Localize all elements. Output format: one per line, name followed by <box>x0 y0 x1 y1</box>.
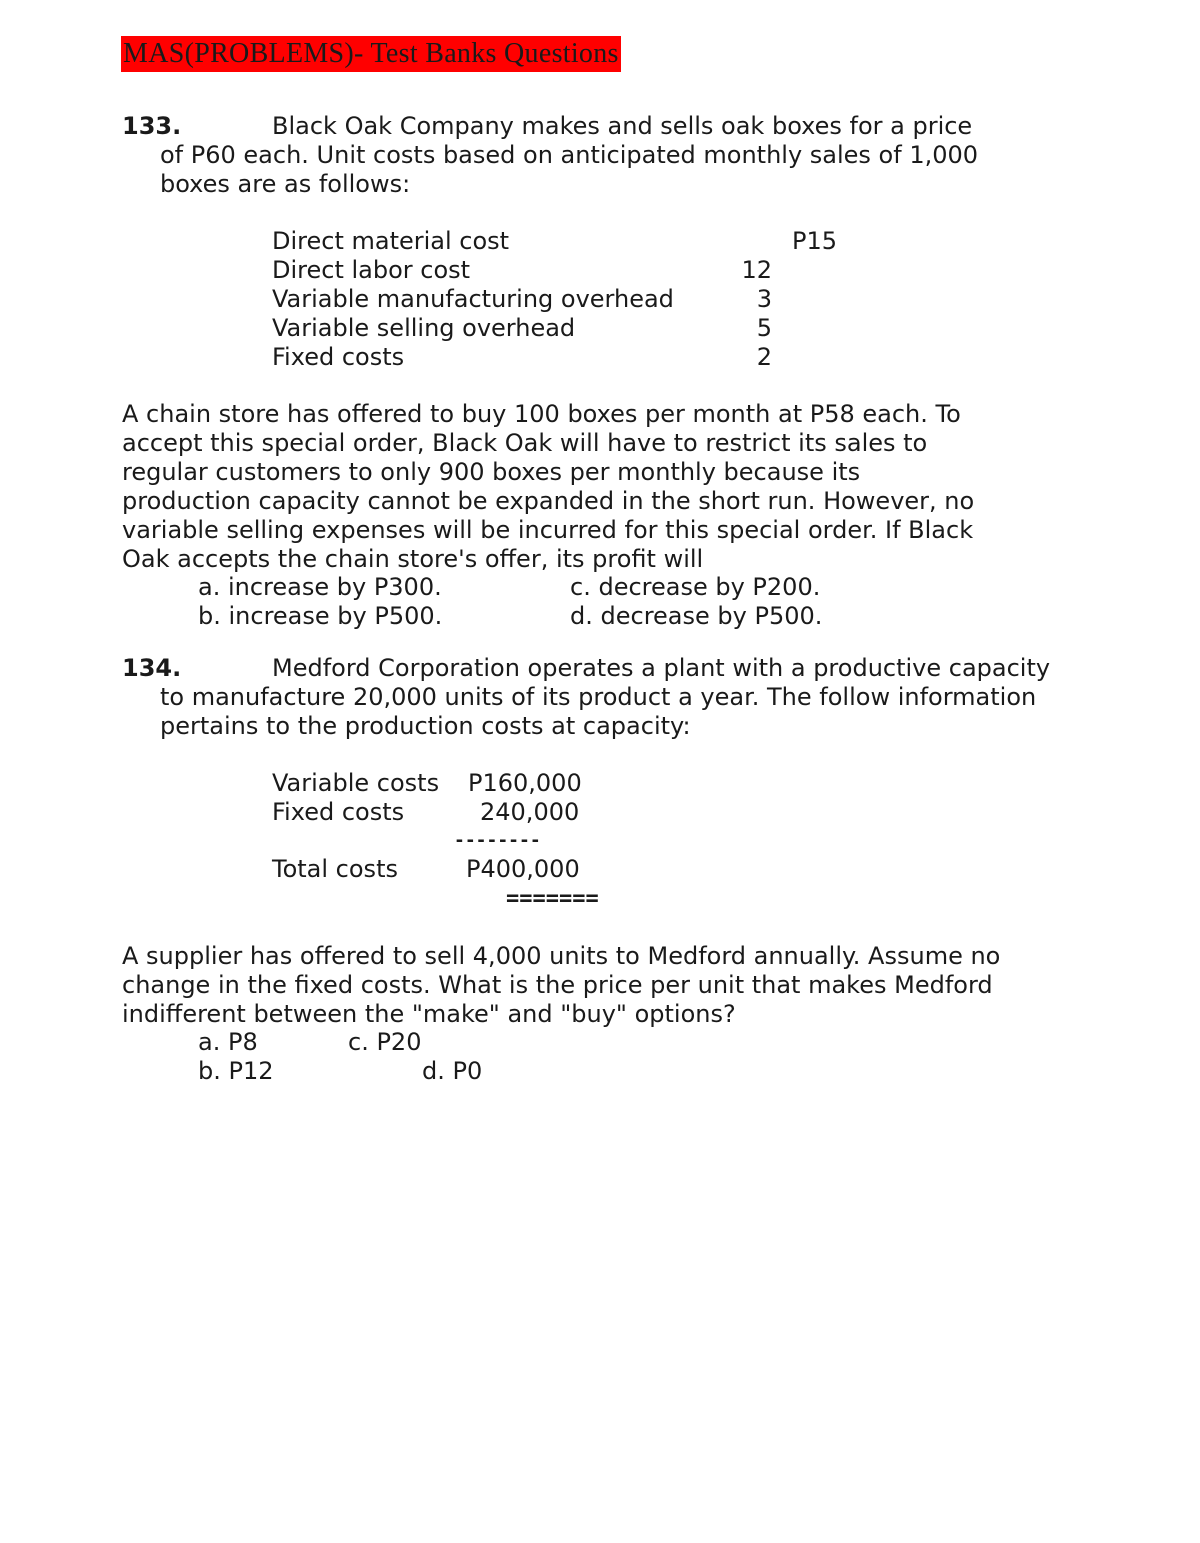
question-body-line: Oak accepts the chain store's offer, its profit will <box>122 545 704 573</box>
cost-value: 240,000 <box>480 798 580 826</box>
double-rule: ======= <box>506 886 599 911</box>
question-body-line: indifferent between the "make" and "buy" options? <box>122 1000 736 1028</box>
question-body-line: A chain store has offered to buy 100 boxes per month at P58 each. To <box>122 400 961 428</box>
cost-label: Direct labor cost <box>272 256 471 284</box>
cost-label: Fixed costs <box>272 798 405 826</box>
cost-label: Variable selling overhead <box>272 314 576 342</box>
question-body-line: production capacity cannot be expanded in the short run. However, no <box>122 487 975 515</box>
choice-d[interactable]: d. P0 <box>422 1057 483 1085</box>
single-rule: -------- <box>454 830 541 851</box>
question-intro-line-1: Medford Corporation operates a plant with a productive capacity <box>272 654 1051 682</box>
choice-a[interactable]: a. increase by P300. <box>198 573 442 601</box>
question-body-line: accept this special order, Black Oak will have to restrict its sales to <box>122 429 928 457</box>
question-intro-line-1: Black Oak Company makes and sells oak boxes for a price <box>272 112 973 140</box>
question-body-line: A supplier has offered to sell 4,000 units to Medford annually. Assume no <box>122 942 1001 970</box>
question-body-line: regular customers to only 900 boxes per monthly because its <box>122 458 861 486</box>
choice-b[interactable]: b. increase by P500. <box>198 602 443 630</box>
cost-value: P160,000 <box>468 769 582 797</box>
choice-d[interactable]: d. decrease by P500. <box>570 602 823 630</box>
cost-label: Variable manufacturing overhead <box>272 285 674 313</box>
choice-c[interactable]: c. P20 <box>348 1028 422 1056</box>
cost-label: Fixed costs <box>272 343 405 371</box>
header-title: MAS(PROBLEMS)- Test Banks Questions <box>121 36 621 72</box>
question-body-line: change in the fixed costs. What is the price per unit that makes Medford <box>122 971 993 999</box>
total-value: P400,000 <box>466 855 580 883</box>
question-intro-line-2: to manufacture 20,000 units of its product a year. The follow information <box>160 683 1037 711</box>
choice-b[interactable]: b. P12 <box>198 1057 274 1085</box>
cost-label: Variable costs <box>272 769 440 797</box>
question-intro-line-3: boxes are as follows: <box>160 170 411 198</box>
cost-value: 3 <box>756 285 772 313</box>
cost-value: 12 <box>741 256 772 284</box>
question-number: 133. <box>122 112 182 140</box>
question-number: 134. <box>122 654 182 682</box>
question-intro-line-2: of P60 each. Unit costs based on anticipated monthly sales of 1,000 <box>160 141 979 169</box>
question-intro-line-3: pertains to the production costs at capacity: <box>160 712 691 740</box>
cost-value: P15 <box>792 227 838 255</box>
cost-value: 5 <box>756 314 772 342</box>
total-label: Total costs <box>272 855 398 883</box>
choice-c[interactable]: c. decrease by P200. <box>570 573 821 601</box>
question-body-line: variable selling expenses will be incurred for this special order. If Black <box>122 516 974 544</box>
cost-label: Direct material cost <box>272 227 510 255</box>
cost-value: 2 <box>756 343 772 371</box>
choice-a[interactable]: a. P8 <box>198 1028 258 1056</box>
